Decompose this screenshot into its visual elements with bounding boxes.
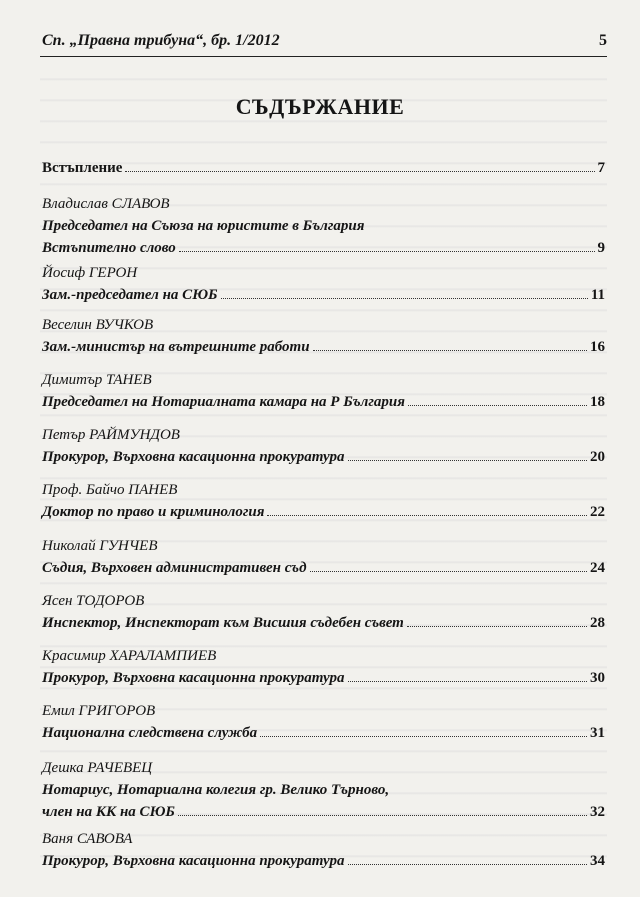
author-last-name: РАЙМУНДОВ <box>89 427 180 443</box>
running-header <box>42 32 607 54</box>
entry-page-number: 30 <box>590 670 605 686</box>
entry-text: Зам.-министър на вътрешните работи <box>42 339 310 355</box>
entry-page-number: 22 <box>590 504 605 520</box>
dot-leader <box>260 736 587 737</box>
author-first-name: Йосиф <box>42 265 89 281</box>
entry-page-number: 28 <box>590 615 605 631</box>
author-first-name: Дешка <box>42 760 88 776</box>
author-last-name: ПАНЕВ <box>128 482 178 498</box>
author-last-name: ТАНЕВ <box>105 372 152 388</box>
entry-text: Инспектор, Инспекторат към Висшия съдебен съвет <box>42 615 404 631</box>
author-last-name: САВОВА <box>76 831 133 847</box>
toc-entry[interactable] <box>42 757 605 823</box>
entry-text: Прокурор, Върховна касационна прокуратура <box>42 853 345 869</box>
entry-page-number: 9 <box>597 240 605 256</box>
author-last-name: ХАРАЛАМПИЕВ <box>109 648 217 664</box>
toc-intro[interactable] <box>42 157 605 179</box>
author-last-name: СЛАВОВ <box>111 196 170 212</box>
entry-text: Прокурор, Върховна касационна прокуратура <box>42 670 345 686</box>
author-first-name: Владислав <box>42 196 112 212</box>
journal-title: Сп. „Правна трибуна“, бр. 1/2012 <box>42 32 280 49</box>
entry-page-number: 32 <box>590 804 605 820</box>
page-number: 5 <box>599 32 607 49</box>
entry-page-number: 24 <box>590 560 605 576</box>
author-first-name: Веселин <box>42 317 96 333</box>
author-line <box>42 193 605 215</box>
toc-entry[interactable] <box>42 828 605 872</box>
author-line <box>42 757 605 779</box>
entry-page-number: 20 <box>590 449 605 465</box>
author-first-name: Димитър <box>42 372 106 388</box>
entry-text: Национална следствена служба <box>42 725 258 741</box>
entry-title-line <box>42 612 605 634</box>
author-first-name: Николай <box>42 538 100 554</box>
dot-leader <box>348 681 588 682</box>
entry-title-line <box>42 284 605 306</box>
author-line <box>42 700 605 722</box>
entry-page-number: 31 <box>590 725 605 741</box>
author-last-name: ВУЧКОВ <box>95 317 154 333</box>
entry-text: Доктор по право и криминология <box>42 504 265 520</box>
toc-entry[interactable] <box>42 262 605 306</box>
author-line <box>42 590 605 612</box>
author-first-name: Емил <box>42 703 79 719</box>
author-line <box>42 262 605 284</box>
entry-title-line <box>42 722 605 744</box>
toc-entry[interactable] <box>42 314 605 358</box>
entry-role-line <box>42 779 605 801</box>
header-rule <box>40 56 607 57</box>
entry-title-line <box>42 850 605 872</box>
toc-entry[interactable] <box>42 479 605 523</box>
author-line <box>42 314 605 336</box>
entry-text: Зам.-председател на СЮБ <box>42 287 218 303</box>
dot-leader <box>407 626 587 627</box>
author-first-name: Ваня <box>42 831 77 847</box>
entry-page-number: 11 <box>590 287 605 303</box>
toc-entry[interactable] <box>42 535 605 579</box>
entry-page-number: 16 <box>590 339 605 355</box>
author-first-name: Петър <box>42 427 90 443</box>
author-line <box>42 645 605 667</box>
author-first-name: Проф. Байчо <box>42 482 129 498</box>
dot-leader <box>125 171 594 172</box>
author-first-name: Ясен <box>42 593 77 609</box>
entry-title-line <box>42 667 605 689</box>
dot-leader <box>178 815 587 816</box>
author-last-name: ГУНЧЕВ <box>99 538 158 554</box>
entry-title-line <box>42 557 605 579</box>
toc-title: СЪДЪРЖАНИЕ <box>235 94 405 119</box>
dot-leader <box>221 298 588 299</box>
toc-entry[interactable] <box>42 193 605 259</box>
dot-leader <box>267 515 587 516</box>
dot-leader <box>348 864 588 865</box>
entry-title-line <box>42 501 605 523</box>
author-line <box>42 479 605 501</box>
entry-text: Прокурор, Върховна касационна прокуратура <box>42 449 345 465</box>
toc-entry[interactable] <box>42 645 605 689</box>
dot-leader <box>179 251 595 252</box>
author-last-name: РАЧЕВЕЦ <box>87 760 153 776</box>
entry-page-number: 18 <box>590 394 605 410</box>
entry-role-line <box>42 215 605 237</box>
dot-leader <box>313 350 587 351</box>
entry-text: Председател на Нотариалната камара на Р България <box>42 394 405 410</box>
toc-intro-page: 7 <box>597 160 605 176</box>
dot-leader <box>408 405 587 406</box>
toc-intro-label: Встъпление <box>42 160 123 176</box>
author-last-name: ГРИГОРОВ <box>78 703 156 719</box>
entry-page-number: 34 <box>590 853 605 869</box>
toc-entry[interactable] <box>42 700 605 744</box>
author-line <box>42 535 605 557</box>
entry-text: Председател на Съюза на юристите в България <box>42 218 365 234</box>
dot-leader <box>310 571 587 572</box>
entry-text: Нотариус, Нотариална колегия гр. Велико Търново, <box>42 782 390 798</box>
entry-title-line <box>42 237 605 259</box>
entry-title-line <box>42 391 605 413</box>
toc-entry[interactable] <box>42 369 605 413</box>
entry-title-line <box>42 801 605 823</box>
toc-entry[interactable] <box>42 424 605 468</box>
dot-leader <box>348 460 588 461</box>
author-line <box>42 424 605 446</box>
entry-text: Встъпително слово <box>42 240 176 256</box>
toc-entry[interactable] <box>42 590 605 634</box>
author-line <box>42 369 605 391</box>
entry-text: Съдия, Върховен административен съд <box>42 560 307 576</box>
author-last-name: ТОДОРОВ <box>76 593 145 609</box>
entry-title-line <box>42 336 605 358</box>
author-last-name: ГЕРОН <box>88 265 138 281</box>
entry-title-line <box>42 446 605 468</box>
entry-text: член на КК на СЮБ <box>42 804 175 820</box>
author-first-name: Красимир <box>42 648 110 664</box>
author-line <box>42 828 605 850</box>
